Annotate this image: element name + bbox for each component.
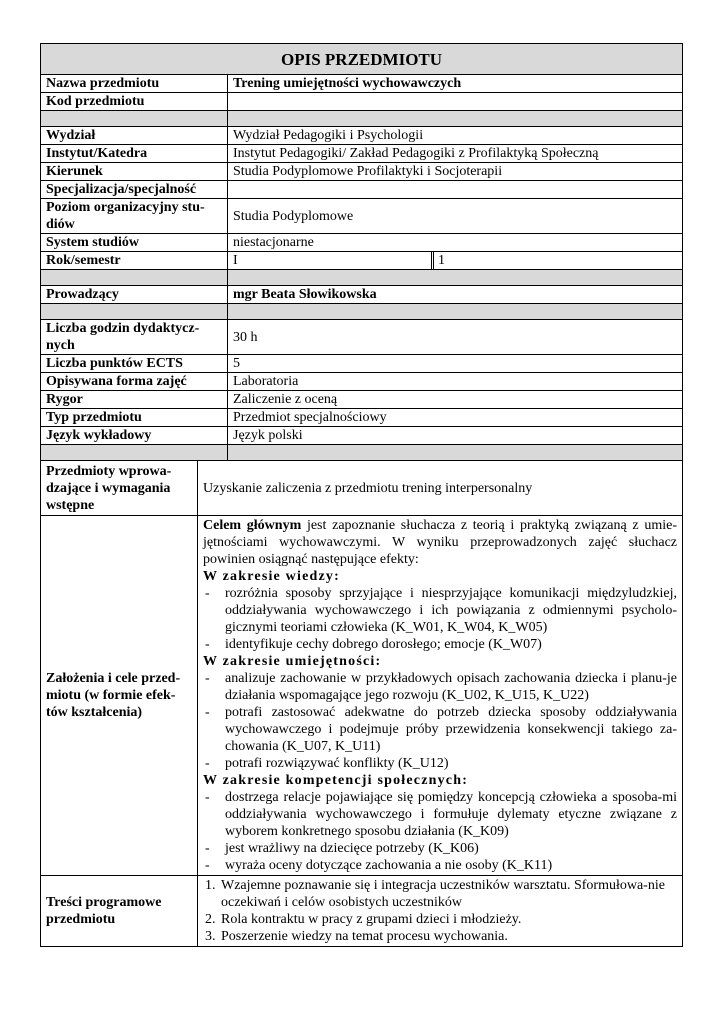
item-number: 1. bbox=[205, 878, 216, 893]
value-program-content bbox=[198, 876, 683, 947]
label-language: Język wykładowy bbox=[41, 427, 228, 445]
goals-intro bbox=[203, 517, 677, 568]
value-specialization bbox=[228, 181, 683, 199]
label-study-system: System studiów bbox=[41, 234, 228, 252]
value-semester: 1 bbox=[438, 253, 445, 268]
value-language: Język polski bbox=[228, 427, 683, 445]
value-lecturer: mgr Beata Słowikowska bbox=[228, 286, 683, 304]
label-class-form: Opisywana forma zajęć bbox=[41, 373, 228, 391]
goals-intro-text: jest zapoznanie słuchacza z teorią i praktyką związaną z umie-jętnościami wychowawczymi. W wyniku przeprowadzonych zajęć słuchacz powinien osiągnąć następujące efekty: bbox=[203, 518, 677, 567]
list-item: - potrafi zastosować adekwatne do potrzeb dziecka sposoby oddziaływania wychowawczego i podejmuje próby przewidzenia konsekwencji takiego za-chowania (K_U07, K_U11) bbox=[203, 704, 677, 755]
value-goals bbox=[198, 516, 683, 876]
value-course-type: Przedmiot specjalnościowy bbox=[228, 409, 683, 427]
value-field: Studia Podyplomowe Profilaktyki i Socjoterapii bbox=[228, 163, 683, 181]
list-item: - potrafi rozwiązywać konflikty (K_U12) bbox=[203, 755, 677, 772]
value-rigor: Zaliczenie z oceną bbox=[228, 391, 683, 409]
label-year-semester: Rok/semestr bbox=[41, 252, 228, 270]
list-item: - analizuje zachowanie w przykładowych opisach zachowania dziecka i planu-je działania wspomagające jego rozwoju (K_U02, K_U15, K_U22) bbox=[203, 670, 677, 704]
value-course-name: Trening umiejętności wychowawczych bbox=[228, 75, 683, 93]
value-class-form: Laboratoria bbox=[228, 373, 683, 391]
list-item: - jest wrażliwy na dziecięce potrzeby (K_K06) bbox=[203, 840, 677, 857]
list-item bbox=[203, 911, 677, 928]
value-hours: 30 h bbox=[228, 320, 683, 355]
label-field: Kierunek bbox=[41, 163, 228, 181]
label-course-type: Typ przedmiotu bbox=[41, 409, 228, 427]
item-text: Poszerzenie wiedzy na temat procesu wychowania. bbox=[221, 929, 508, 944]
knowledge-list bbox=[203, 585, 677, 653]
label-specialization: Specjalizacja/specjalność bbox=[41, 181, 228, 199]
label-rigor: Rygor bbox=[41, 391, 228, 409]
value-study-system: niestacjonarne bbox=[228, 234, 683, 252]
knowledge-heading: W zakresie wiedzy: bbox=[203, 569, 340, 584]
item-number: 3. bbox=[205, 929, 216, 944]
skills-list bbox=[203, 670, 677, 772]
value-study-level: Studia Podyplomowe bbox=[228, 199, 683, 234]
label-goals: Założenia i cele przed-miotu (w formie efek-tów kształcenia) bbox=[41, 516, 198, 876]
label-faculty: Wydział bbox=[41, 127, 228, 145]
value-institute: Instytut Pedagogiki/ Zakład Pedagogiki z Profilaktyką Społeczną bbox=[228, 145, 683, 163]
program-content-list bbox=[203, 877, 677, 945]
item-number: 2. bbox=[205, 912, 216, 927]
label-ects: Liczba punktów ECTS bbox=[41, 355, 228, 373]
list-item bbox=[203, 928, 677, 945]
label-hours: Liczba godzin dydaktycz-nych bbox=[41, 320, 228, 355]
label-institute: Instytut/Katedra bbox=[41, 145, 228, 163]
item-text: Wzajemne poznawanie się i integracja uczestników warsztatu. Sformułowa-nie oczekiwań i celów osobistych uczestników bbox=[221, 878, 665, 910]
course-info-table bbox=[40, 43, 683, 461]
value-year-semester bbox=[228, 252, 683, 270]
competences-list bbox=[203, 789, 677, 874]
value-prerequisites: Uzyskanie zaliczenia z przedmiotu trening interpersonalny bbox=[198, 461, 683, 516]
label-study-level: Poziom organizacyjny stu-diów bbox=[41, 199, 228, 234]
list-item: - wyraża oceny dotyczące zachowania a nie osoby (K_K11) bbox=[203, 857, 677, 874]
course-description-sheet bbox=[40, 43, 682, 947]
label-program-content: Treści programowe przedmiotu bbox=[41, 876, 198, 947]
label-course-name: Nazwa przedmiotu bbox=[41, 75, 228, 93]
label-course-code: Kod przedmiotu bbox=[41, 93, 228, 111]
goals-intro-bold: Celem głównym bbox=[203, 518, 302, 533]
list-item: - identyfikuje cechy dobrego dorosłego; emocje (K_W07) bbox=[203, 636, 677, 653]
label-prerequisites: Przedmioty wprowa-dzające i wymagania wstępne bbox=[41, 461, 198, 516]
value-faculty: Wydział Pedagogiki i Psychologii bbox=[228, 127, 683, 145]
competences-heading: W zakresie kompetencji społecznych: bbox=[203, 773, 469, 788]
value-year: I bbox=[228, 252, 434, 269]
value-course-code bbox=[228, 93, 683, 111]
label-lecturer: Prowadzący bbox=[41, 286, 228, 304]
value-ects: 5 bbox=[228, 355, 683, 373]
list-item: - rozróżnia sposoby sprzyjające i niesprzyjające komunikacji międzyludzkiej, oddziaływania wychowawczego i ich powiązania z odmiennymi psycholo-gicznymi teoriami człowieka (K_W01, K_W04, K_W05) bbox=[203, 585, 677, 636]
list-item: - dostrzega relacje pojawiające się pomiędzy koncepcją człowieka a sposoba-mi oddziaływania wychowawczego i formułuje dylematy etyczne związane z wyborem konkretnego sposobu działania (K_K09) bbox=[203, 789, 677, 840]
document-title: OPIS PRZEDMIOTU bbox=[41, 44, 683, 75]
item-text: Rola kontraktu w pracy z grupami dzieci i młodzieży. bbox=[221, 912, 522, 927]
course-details-table bbox=[40, 460, 683, 947]
list-item bbox=[203, 877, 677, 911]
skills-heading: W zakresie umiejętności: bbox=[203, 654, 382, 669]
